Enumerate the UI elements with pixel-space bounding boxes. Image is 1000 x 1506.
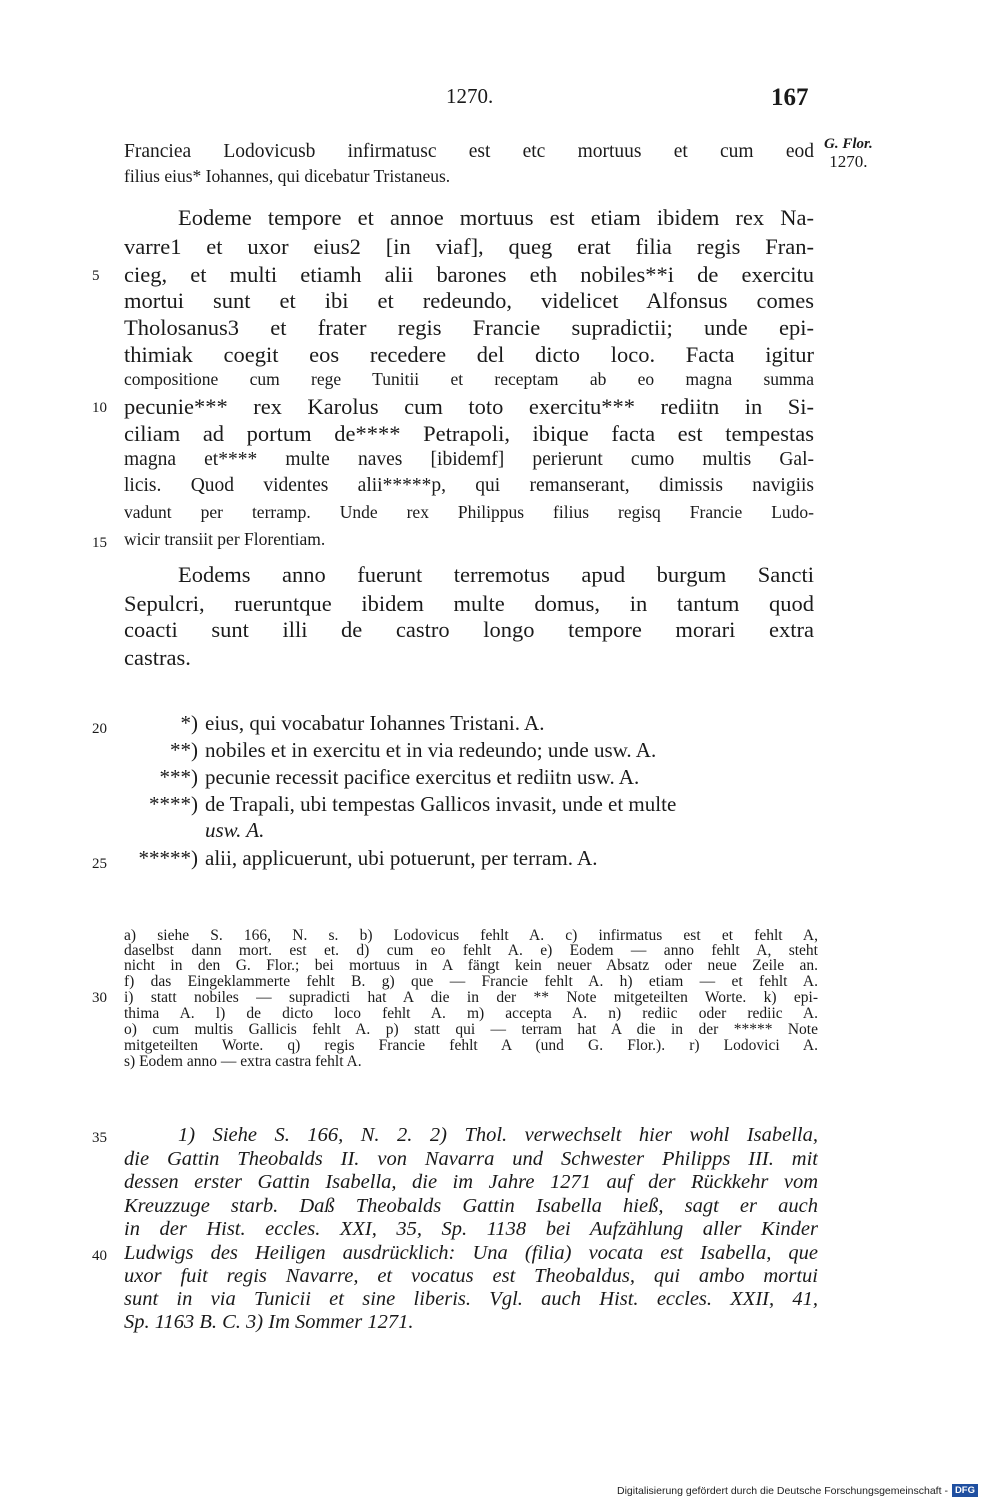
footer-text: Digitalisierung gefördert durch die Deutsche Forschungsgemeinschaft - [617, 1484, 948, 1497]
note-line [0, 1311, 1000, 1341]
footnote [0, 738, 1000, 768]
text-line-content: compositione cum rege Tunitii et receptam ab eo magna summa [124, 369, 814, 389]
text-line-content: varre1 et uxor eius2 [in viaf], queg erat filia regis Fran- [124, 234, 814, 259]
footnote-text: alii, applicuerunt, ubi potuerunt, per terram. A. [205, 846, 598, 870]
text-line-content: Eodeme tempore et annoe mortuus est etiam ibidem rex Na- [178, 205, 814, 230]
text-line [0, 234, 1000, 264]
text-line [0, 475, 1000, 505]
text-line [0, 502, 1000, 532]
margin-note-source: G. Flor. [824, 136, 873, 152]
footnote-mark: ***) [159, 765, 198, 789]
apparatus-text: a) siehe S. 166, N. s. b) Lodovicus fehlt A. c) infirmatus est et fehlt A, [124, 927, 818, 944]
apparatus-text: i) statt nobiles — supradicti hat A die in der ** Note mitgeteilten Worte. k) epi- [124, 989, 818, 1006]
footnote-mark: *) [180, 711, 198, 735]
text-line-content: vadunt per terramp. Unde rex Philippus filius regisq Francie Ludo- [124, 502, 814, 522]
text-line [0, 342, 1000, 372]
text-line-content: castras. [124, 645, 191, 670]
line-number: 25 [92, 856, 107, 872]
note-text: Kreuzzuge starb. Daß Theobalds Gattin Isabella hieß, sagt er auch [124, 1195, 818, 1217]
text-line-content: cieg, et multi etiamh alii barones eth nobiles**i de exercitu [124, 262, 814, 287]
note-text: Ludwigs des Heiligen ausdrücklich: Una (filia) vocata est Isabella, que [124, 1242, 818, 1264]
note-text: in der Hist. eccles. XXI, 35, Sp. 1138 bei Aufzählung aller Kinder [124, 1218, 818, 1240]
note-text: die Gattin Theobalds II. von Navarra und Schwester Philipps III. mit [124, 1148, 818, 1170]
note-text: uxor fuit regis Navarre, et vocatus est Theobaldus, qui ambo mortui [124, 1265, 818, 1287]
text-line [0, 288, 1000, 318]
line-number: 20 [92, 721, 107, 737]
footer-credit [617, 1484, 978, 1497]
text-line [0, 645, 1000, 675]
line-number: 30 [92, 990, 107, 1006]
apparatus-text: o) cum multis Gallicis fehlt A. p) statt qui — terram hat A die in der ***** Note [124, 1021, 818, 1038]
note-text: 1) Siehe S. 166, N. 2. 2) Thol. verwechselt hier wohl Isabella, [178, 1124, 818, 1146]
dfg-logo: DFG [952, 1484, 978, 1497]
text-line-content: Sepulcri, rueruntque ibidem multe domus, in tantum quod [124, 591, 814, 616]
footnote-text: de Trapali, ubi tempestas Gallicos invasit, unde et multe [205, 792, 677, 816]
apparatus-line [0, 1053, 1000, 1071]
text-line-content: Eodems anno fuerunt terremotus apud burgum Sancti [178, 562, 814, 587]
line-number: 10 [92, 400, 107, 416]
text-line-content: magna et**** multe naves [ibidemf] perierunt cumo multis Gal- [124, 449, 814, 470]
text-line-content: Franciea Lodovicusb infirmatusc est etc mortuus et cum eod [124, 141, 814, 162]
line-number: 40 [92, 1248, 107, 1264]
footnote-text: nobiles et in exercitu et in via redeundo; unde usw. A. [205, 738, 657, 762]
text-line-content: mortui sunt et ibi et redeundo, videlicet Alfonsus comes [124, 288, 814, 313]
apparatus-text: f) das Eingeklammerte fehlt B. g) que — Francie fehlt A. h) etiam — et fehlt A. [124, 973, 818, 990]
footnote [0, 711, 1000, 741]
footnote-mark: ****) [149, 792, 198, 816]
text-line [0, 205, 1000, 235]
footnote-mark: **) [170, 738, 198, 762]
line-number: 15 [92, 535, 107, 551]
margin-note-year: 1270. [829, 152, 868, 171]
text-line [0, 529, 1000, 559]
text-line-content: pecunie*** rex Karolus cum toto exercitu*** rediitn in Si- [124, 394, 814, 419]
note-text: sunt in via Tunicii et sine liberis. Vgl. auch Hist. eccles. XXII, 41, [124, 1288, 818, 1310]
apparatus-text: thima A. l) de dicto loco fehlt A. m) accepta A. n) rediic oder rediic A. [124, 1005, 818, 1022]
footnote-text: usw. A. [205, 818, 265, 842]
apparatus-text: mitgeteilten Worte. q) regis Francie fehlt A (und G. Flor.). r) Lodovici A. [124, 1037, 818, 1054]
line-number: 5 [92, 268, 100, 284]
text-line-content: filius eius* Iohannes, qui dicebatur Tristaneus. [124, 166, 451, 186]
running-head-year: 1270. [446, 84, 494, 108]
text-line [0, 394, 1000, 424]
text-line-content: licis. Quod videntes alii*****p, qui remanserant, dimissis navigiis [124, 475, 814, 496]
footnote-text: pecunie recessit pacifice exercitus et rediitn usw. A. [205, 765, 640, 789]
text-line [0, 315, 1000, 345]
footnote [0, 846, 1000, 876]
footnote-mark: *****) [138, 846, 198, 870]
footnote-text: eius, qui vocabatur Iohannes Tristani. A. [205, 711, 545, 735]
text-line-content: Tholosanus3 et frater regis Francie supradictii; unde epi- [124, 315, 814, 340]
apparatus-text: nicht in den G. Flor.; bei mortuus in A fängt kein neuer Absatz oder neue Zeile an. [124, 957, 818, 974]
text-line [0, 617, 1000, 647]
text-line-content: thimiak coegit eos recedere del dicto loco. Facta igitur [124, 342, 814, 367]
text-line-content: wicir transiit per Florentiam. [124, 529, 326, 549]
footnote [0, 765, 1000, 795]
note-text: Sp. 1163 B. C. 3) Im Sommer 1271. [124, 1311, 414, 1333]
text-line [0, 421, 1000, 451]
text-line [0, 562, 1000, 592]
text-line [0, 166, 1000, 196]
note-text: dessen erster Gattin Isabella, die im Jahre 1271 auf der Rückkehr vom [124, 1171, 818, 1193]
page-number: 167 [771, 84, 809, 111]
footnote [0, 818, 1000, 848]
apparatus-text: s) Eodem anno — extra castra fehlt A. [124, 1053, 362, 1070]
text-line-content: coacti sunt illi de castro longo tempore morari extra [124, 617, 814, 642]
apparatus-text: daselbst dann mort. est et. d) cum eo fehlt A. e) Eodem — anno fehlt A, steht [124, 942, 818, 959]
text-line-content: ciliam ad portum de**** Petrapoli, ibique facta est tempestas [124, 421, 814, 446]
line-number: 35 [92, 1130, 107, 1146]
